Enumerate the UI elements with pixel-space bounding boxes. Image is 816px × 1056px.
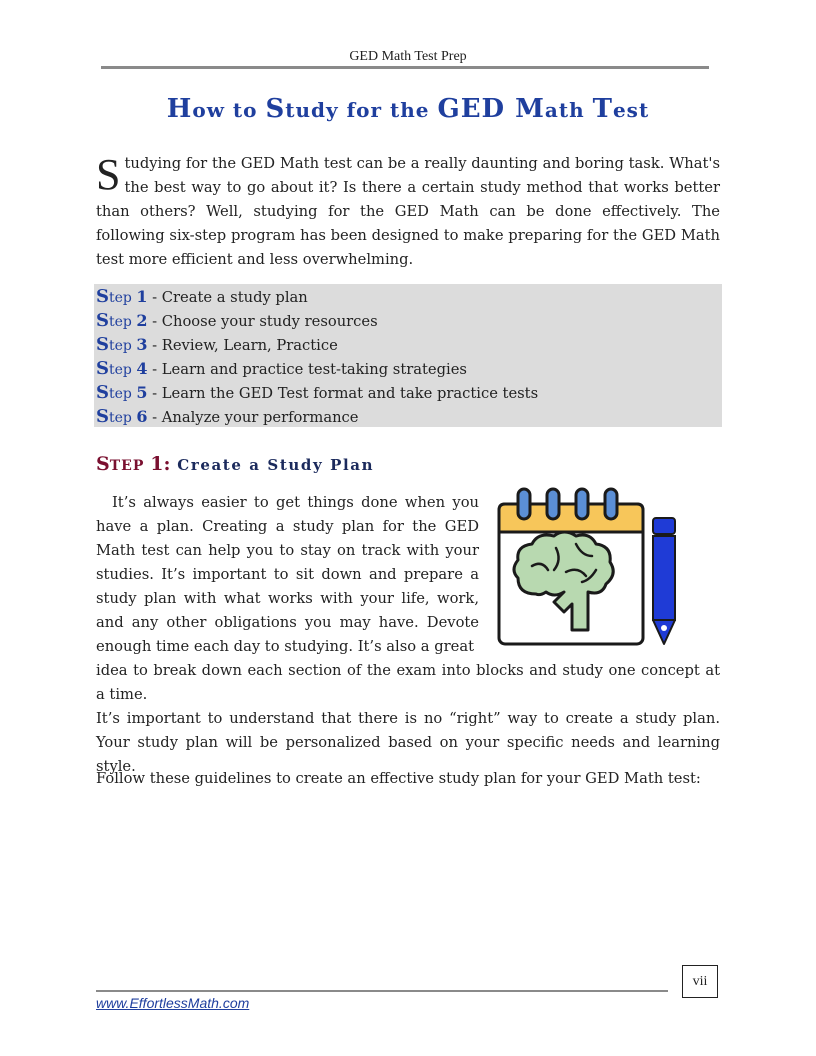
drop-cap: S (96, 150, 121, 199)
footer-rule (96, 990, 668, 992)
body-paragraph: It’s important to understand that there is no “right” way to create a study plan. Your study plan will be personalized based on your specific needs and learning style. (96, 710, 720, 775)
header-rule (101, 66, 709, 69)
step-number: 6 (136, 407, 148, 426)
body-paragraph: Follow these guidelines to create an effective study plan for your GED Math test: (96, 770, 701, 787)
step-number: 2 (136, 311, 148, 330)
step-label: Step (96, 310, 137, 331)
steps-list (94, 284, 722, 427)
step-item (94, 357, 722, 381)
step-text: - Learn and practice test-taking strategies (147, 361, 467, 378)
step-text: - Learn the GED Test format and take practice tests (147, 385, 539, 402)
step-text: - Review, Learn, Practice (147, 337, 338, 354)
step-label: Step (96, 334, 137, 355)
step-item (94, 309, 722, 333)
step-item (94, 381, 722, 405)
section-subtitle: Create a Study Plan (170, 456, 375, 474)
step-item (94, 285, 722, 309)
step-number: 3 (136, 335, 148, 354)
step-item (94, 405, 722, 429)
step-label: Step (96, 286, 137, 307)
step-text: - Analyze your performance (147, 409, 359, 426)
body-paragraph: It’s always easier to get things done when you have a plan. Creating a study plan for the GED Math test can help you to stay on track with your studies. It’s important to sit down and prepare a study plan with what works with your life, work, and any other obligations you may have. Devote enough time each day to studying. It’s also a great (96, 494, 479, 655)
page-number: vii (682, 965, 718, 998)
step-number: 1 (136, 287, 148, 306)
pencil-icon (653, 518, 675, 644)
body-paragraph: idea to break down each section of the exam into blocks and study one concept at a time. (96, 662, 720, 703)
website-link[interactable]: www.EffortlessMath.com (96, 995, 250, 1011)
step-item (94, 333, 722, 357)
step-label: Step (96, 382, 137, 403)
step-text: - Choose your study resources (147, 313, 378, 330)
step-number: 5 (136, 383, 148, 402)
study-plan-illustration (496, 486, 682, 646)
intro-text: tudying for the GED Math test can be a really daunting and boring task. What's the best way to go about it? Is there a certain study method that works better than others? Well, studying for the GED Math can be done effectively. The following six-step program has been designed to make preparing for the GED Math test more efficient and less overwhelming. (96, 155, 720, 268)
page-title: How to Study for the GED Math Test (166, 94, 650, 124)
running-header: GED Math Test Prep (349, 49, 467, 64)
intro-paragraph (96, 152, 720, 272)
step-label: Step (96, 406, 137, 427)
step-number: 4 (136, 359, 148, 378)
step-label: Step (96, 358, 137, 379)
step-text: - Create a study plan (147, 289, 308, 306)
section-heading: STEP 1: Create a Study Plan (96, 453, 375, 475)
